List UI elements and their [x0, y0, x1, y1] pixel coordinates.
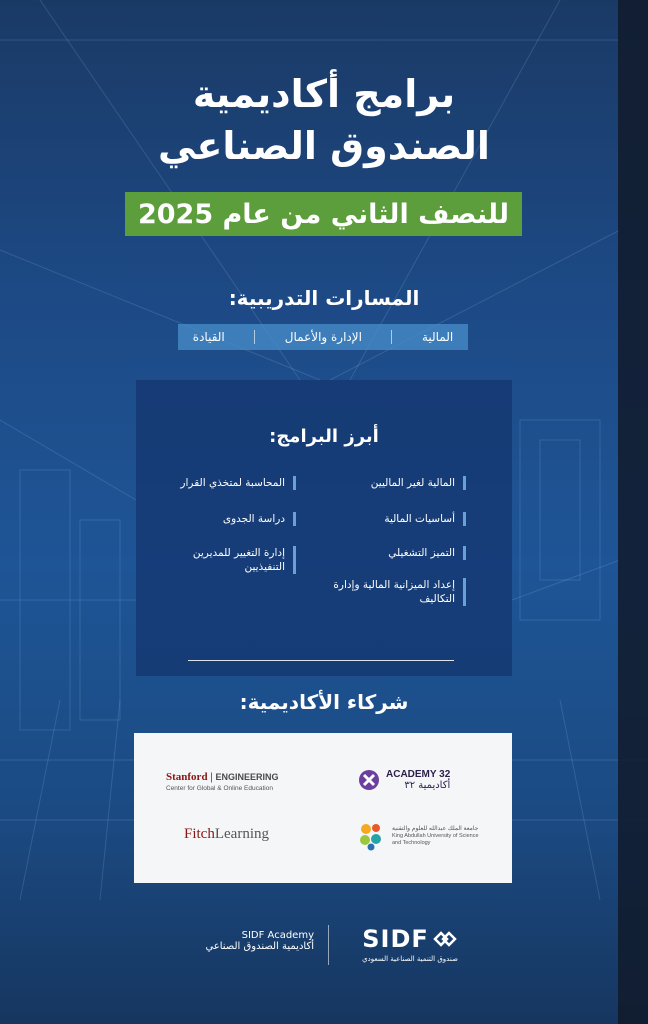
subtitle-banner: للنصف الثاني من عام 2025	[125, 192, 522, 236]
academy32-ar: أكاديمية ٣٢	[404, 780, 451, 791]
sidf-academy-label	[180, 930, 314, 952]
sidf-academy-en: SIDF Academy	[241, 930, 314, 941]
programs-title: أبرز البرامج:	[269, 426, 379, 447]
sidf-ar: صندوق التنمية الصناعية السعودي	[362, 955, 458, 963]
kaust-logo	[358, 821, 482, 851]
academy32-en: ACADEMY 32	[386, 769, 451, 780]
stanford-center: Center for Global & Online Education	[166, 785, 273, 792]
sidf-logo	[345, 925, 475, 963]
academy32-logo	[358, 769, 450, 791]
sidf-academy-ar: أكاديمية الصندوق الصناعي	[205, 941, 314, 952]
title-line-1: برامج أكاديمية	[192, 72, 456, 116]
sidf-mark-icon	[432, 930, 458, 948]
stanford-name: Stanford	[166, 771, 208, 783]
footer	[0, 925, 648, 975]
sidf-logo-text: SIDF	[362, 925, 429, 953]
partners-title: شركاء الأكاديمية:	[239, 690, 409, 714]
track-leadership: القيادة	[192, 330, 225, 344]
program-item: إدارة التغيير للمديرين التنفيذيين	[157, 546, 296, 574]
learning-text: Learning	[214, 826, 269, 842]
stanford-engineering-logo: Stanford | ENGINEERING Center for Global & Online Education	[166, 771, 279, 792]
academy32-icon	[358, 769, 380, 791]
kaust-ar: جامعة الملك عبدالله للعلوم والتقنية	[392, 825, 479, 832]
kaust-en: King Abdullah University of Science and Technology	[392, 832, 479, 846]
tracks-bar	[178, 324, 468, 350]
footer-divider	[328, 925, 329, 965]
programs-panel	[136, 380, 512, 676]
program-item: المالية لغير الماليين	[325, 476, 466, 490]
program-item: دراسة الجدوى	[157, 512, 296, 526]
divider-line	[188, 660, 454, 661]
title-line-2: الصندوق الصناعي	[158, 124, 490, 168]
track-divider	[391, 330, 392, 344]
track-management: الإدارة والأعمال	[284, 330, 362, 344]
track-finance: المالية	[421, 330, 454, 344]
program-item: التميز التشغيلي	[325, 546, 466, 560]
fitch-text: Fitch	[184, 826, 215, 842]
program-item: أساسيات المالية	[325, 512, 466, 526]
tracks-title: المسارات التدريبية:	[228, 286, 420, 310]
partners-panel	[134, 733, 512, 883]
fitch-learning-logo	[184, 826, 269, 843]
kaust-icon	[358, 821, 386, 851]
program-item: المحاسبة لمتخذي القرار	[157, 476, 296, 490]
stanford-dept: ENGINEERING	[215, 772, 279, 782]
program-item: إعداد الميزانية المالية وإدارة التكاليف	[325, 578, 466, 606]
track-divider	[254, 330, 255, 344]
